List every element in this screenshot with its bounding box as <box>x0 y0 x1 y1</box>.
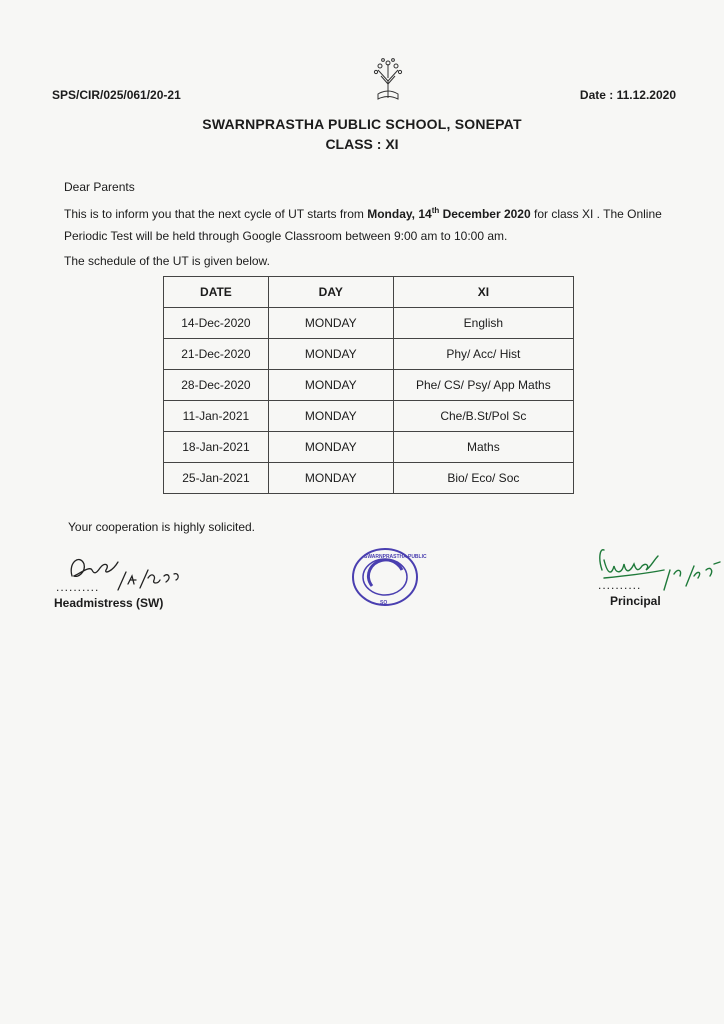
table-row <box>164 432 574 463</box>
cell-date: 28-Dec-2020 <box>164 370 269 401</box>
cell-date: 14-Dec-2020 <box>164 308 269 339</box>
column-header-date: DATE <box>164 277 269 308</box>
cell-day: MONDAY <box>268 463 393 494</box>
cell-day: MONDAY <box>268 432 393 463</box>
cell-day: MONDAY <box>268 308 393 339</box>
ut-schedule-table <box>163 276 574 494</box>
headmistress-label: Headmistress (SW) <box>54 596 164 610</box>
cell-subject: Phe/ CS/ Psy/ App Maths <box>393 370 573 401</box>
intro-date-bold-a: Monday, 14 <box>367 207 432 221</box>
table-row <box>164 401 574 432</box>
headmistress-signature-line: .......... <box>56 580 100 594</box>
salutation: Dear Parents <box>64 180 135 194</box>
cell-date: 21-Dec-2020 <box>164 339 269 370</box>
school-stamp-icon <box>350 546 427 608</box>
principal-label: Principal <box>610 594 661 608</box>
school-logo-icon <box>368 54 408 104</box>
cell-day: MONDAY <box>268 401 393 432</box>
cell-day: MONDAY <box>268 370 393 401</box>
intro-paragraph-line-1 <box>64 203 684 222</box>
table-row <box>164 463 574 494</box>
intro-date-bold-b: December 2020 <box>439 207 531 221</box>
cell-date: 25-Jan-2021 <box>164 463 269 494</box>
intro-paragraph-line-2: Periodic Test will be held through Google Classroom between 9:00 am to 10:00 am. <box>64 229 508 243</box>
intro-date-sup: th <box>431 206 440 215</box>
cell-subject: Che/B.St/Pol Sc <box>393 401 573 432</box>
svg-text:SO: SO <box>380 600 388 606</box>
circular-ref-number: SPS/CIR/025/061/20-21 <box>52 88 181 102</box>
table-row <box>164 339 574 370</box>
schedule-intro: The schedule of the UT is given below. <box>64 254 270 268</box>
circular-date: Date : 11.12.2020 <box>579 88 676 102</box>
cell-day: MONDAY <box>268 339 393 370</box>
table-header-row <box>164 277 574 308</box>
svg-text:SWARNPRASTHA PUBLIC: SWARNPRASTHA PUBLIC <box>364 554 427 560</box>
cell-subject: Phy/ Acc/ Hist <box>393 339 573 370</box>
cell-subject: Maths <box>393 432 573 463</box>
school-name: SWARNPRASTHA PUBLIC SCHOOL, SONEPAT <box>202 116 522 132</box>
cell-subject: English <box>393 308 573 339</box>
table-row <box>164 370 574 401</box>
closing-line: Your cooperation is highly solicited. <box>68 520 256 534</box>
principal-signature-line: .......... <box>598 578 642 592</box>
intro-text-b: for class XI . The Online <box>530 207 662 221</box>
class-heading: CLASS : XI <box>325 136 399 152</box>
cell-subject: Bio/ Eco/ Soc <box>393 463 573 494</box>
column-header-class: XI <box>393 277 573 308</box>
table-row <box>164 308 574 339</box>
cell-date: 18-Jan-2021 <box>164 432 269 463</box>
cell-date: 11-Jan-2021 <box>164 401 269 432</box>
intro-text-a: This is to inform you that the next cycle of UT starts from <box>64 207 368 221</box>
column-header-day: DAY <box>268 277 393 308</box>
